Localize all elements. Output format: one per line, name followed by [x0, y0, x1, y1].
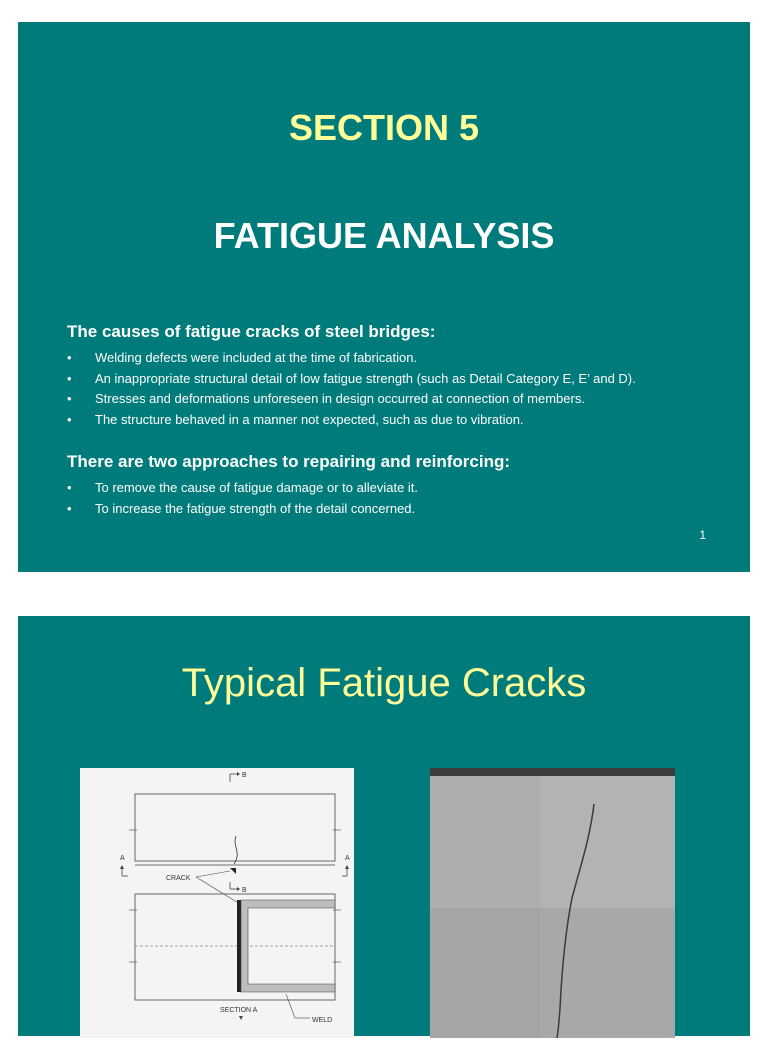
bullet-icon: • [67, 391, 72, 406]
list-item-text: The structure behaved in a manner not expected, such as due to vibration. [95, 411, 524, 427]
list-item-text: Welding defects were included at the time of fabrication. [95, 350, 418, 365]
slide-1 [18, 22, 750, 572]
bullet-icon: • [67, 350, 72, 365]
list-item [67, 478, 730, 499]
causes-block [67, 322, 730, 430]
crack-photo-image [430, 768, 675, 1038]
crack-diagram [80, 768, 354, 1038]
approaches-heading: There are two approaches to repairing and reinforcing: [67, 452, 511, 471]
list-item [67, 499, 730, 520]
bullet-icon: • [67, 411, 72, 427]
list-item [67, 389, 730, 410]
list-item-text: Stresses and deformations unforeseen in design occurred at connection of members. [95, 391, 585, 406]
bullet-icon: • [67, 480, 72, 495]
causes-list [67, 348, 730, 430]
list-item [67, 369, 730, 390]
slide-title: Typical Fatigue Cracks [181, 661, 587, 705]
causes-heading: The causes of fatigue cracks of steel bridges: [67, 322, 436, 341]
list-item [67, 348, 730, 369]
approaches-block [67, 452, 730, 519]
list-item-text: To increase the fatigue strength of the detail concerned. [95, 500, 416, 516]
label-b-mid: B [242, 887, 247, 894]
slide-2 [18, 616, 750, 1036]
approaches-list [67, 478, 730, 519]
label-section-a: SECTION A [220, 1007, 258, 1014]
label-crack: CRACK [166, 875, 191, 882]
crack-diagram-drawing [80, 768, 354, 1038]
bullet-icon: • [67, 500, 72, 516]
page-title: FATIGUE ANALYSIS [213, 215, 555, 256]
crack-photo [430, 768, 675, 1038]
label-b-top: B [242, 772, 247, 779]
bullet-icon: • [67, 370, 72, 386]
list-item-text: To remove the cause of fatigue damage or to alleviate it. [95, 480, 419, 495]
label-a-right: A [345, 855, 350, 862]
label-weld: WELD [312, 1017, 333, 1024]
list-item-text: An inappropriate structural detail of low fatigue strength (such as Detail Category E, E’ and D). [95, 370, 636, 386]
label-a-left: A [120, 855, 125, 862]
list-item [67, 410, 730, 431]
page-number: 1 [699, 528, 706, 542]
section-title: SECTION 5 [288, 107, 480, 148]
